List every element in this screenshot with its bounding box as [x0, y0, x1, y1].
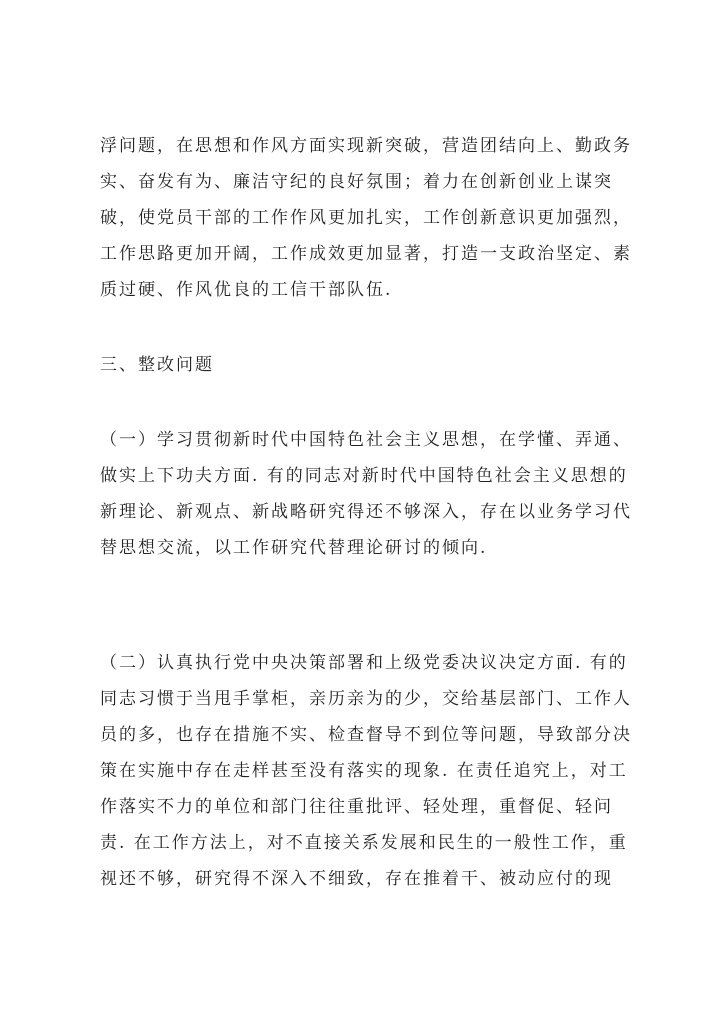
section-heading: [100, 347, 660, 383]
text-line: 工作思路更加开阔，工作成效更加显著，打造一支政治坚定、素: [100, 244, 632, 264]
text-line: （一）学习贯彻新时代中国特色社会主义思想，在学懂、弄通、: [100, 430, 632, 450]
paragraph-item-2: [100, 645, 660, 897]
text-line: 替思想交流，以工作研究代替理论研讨的倾向.: [100, 538, 488, 558]
text-line: 员的多，也存在措施不实、检查督导不到位等问题，导致部分决: [100, 725, 632, 745]
text-line: 同志习惯于当甩手掌柜，亲历亲为的少，交给基层部门、工作人: [100, 689, 632, 709]
text-line: 实、奋发有为、廉洁守纪的良好氛围；着力在创新创业上谋突: [100, 172, 613, 192]
text-line: 质过硬、作风优良的工信干部队伍.: [100, 280, 393, 300]
text-line: （二）认真执行党中央决策部署和上级党委决议决定方面. 有的: [100, 653, 628, 673]
text-line: 破，使党员干部的工作作风更加扎实，工作创新意识更加强烈，: [100, 208, 632, 228]
paragraph-item-1: [100, 422, 660, 566]
text-line: 浮问题，在思想和作风方面实现新突破，营造团结向上、勤政务: [100, 136, 632, 156]
text-line: 视还不够，研究得不深入不细致，存在推着干、被动应付的现: [100, 869, 613, 889]
paragraph-intro: [100, 128, 660, 308]
text-line: 新理论、新观点、新战略研究得还不够深入，存在以业务学习代: [100, 502, 632, 522]
text-line: 责. 在工作方法上，对不直接关系发展和民生的一般性工作，重: [100, 833, 628, 853]
text-line: 做实上下功夫方面. 有的同志对新时代中国特色社会主义思想的: [100, 466, 628, 486]
text-line: 策在实施中存在走样甚至没有落实的现象. 在责任追究上，对工: [100, 761, 628, 781]
text-line: 作落实不力的单位和部门往往重批评、轻处理，重督促、轻问: [100, 797, 613, 817]
heading-text: 三、整改问题: [100, 355, 214, 375]
